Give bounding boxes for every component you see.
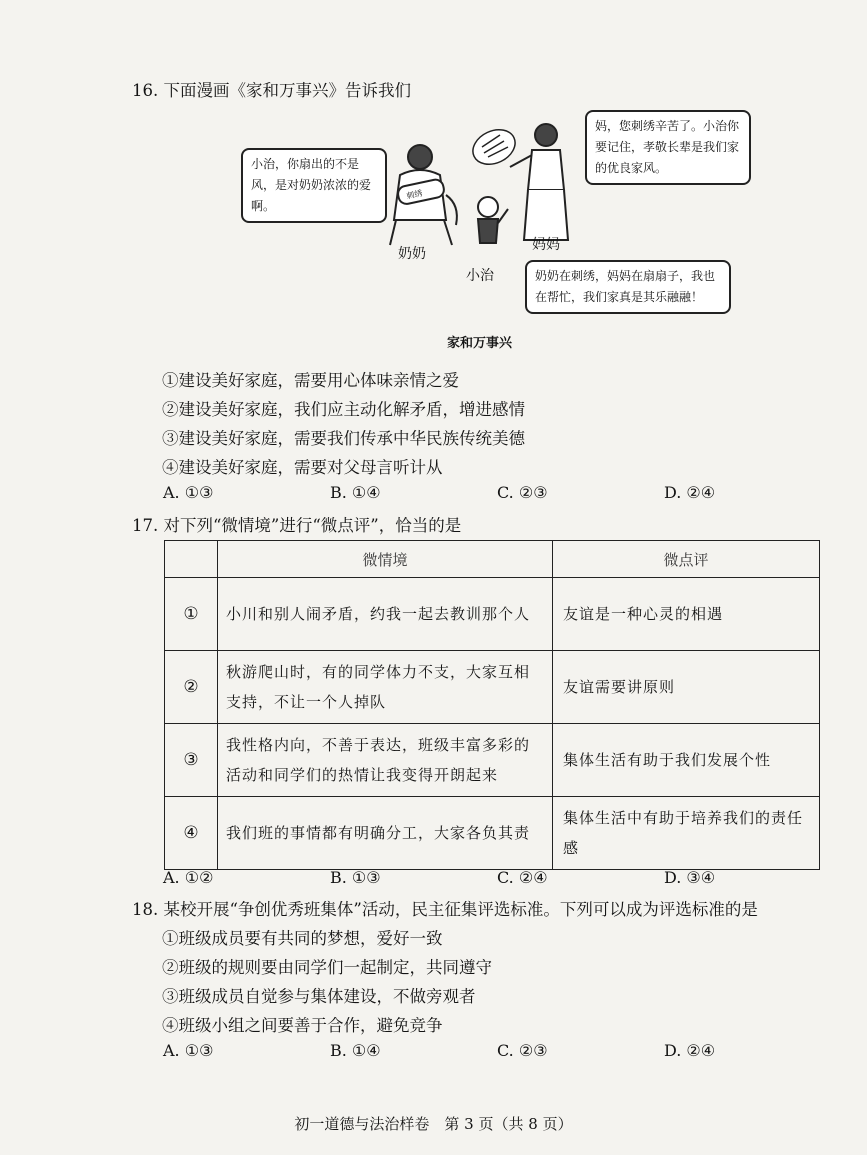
table-header-comment: 微点评 [553, 541, 820, 578]
page-footer: 初一道德与法治样卷 第 3 页（共 8 页） [294, 1115, 573, 1133]
q18-statement: ②班级的规则要由同学们一起制定，共同遵守 [162, 958, 492, 977]
q17-option-b[interactable]: B. ①③ [330, 868, 381, 887]
row-comment: 集体生活中有助于培养我们的责任感 [553, 797, 820, 870]
q18-option-b[interactable]: B. ①④ [330, 1041, 381, 1060]
row-scene: 我性格内向，不善于表达，班级丰富多彩的活动和同学们的热情让我变得开朗起来 [218, 724, 553, 797]
row-number: ① [165, 578, 218, 651]
q16-option-a[interactable]: A. ①③ [163, 483, 214, 502]
row-number: ③ [165, 724, 218, 797]
table-row [165, 578, 820, 651]
comic-caption: 家和万事兴 [447, 336, 513, 351]
table-header-row [165, 541, 820, 578]
q16-stem: 16. 下面漫画《家和万事兴》告诉我们 [132, 81, 411, 100]
grandma-figure [390, 145, 457, 245]
row-comment: 集体生活有助于我们发展个性 [553, 724, 820, 797]
q16-option-d[interactable]: D. ②④ [664, 483, 716, 502]
q17-option-c[interactable]: C. ②④ [497, 868, 548, 887]
q17-table [164, 540, 820, 870]
q18-option-d[interactable]: D. ②④ [664, 1041, 716, 1060]
q18-stem: 18. 某校开展“争创优秀班集体”活动，民主征集评选标准。下列可以成为评选标准的是 [132, 900, 758, 919]
xiaozhi-figure [478, 197, 508, 243]
q17-option-a[interactable]: A. ①② [163, 868, 214, 887]
bubble-mom: 妈，您刺绣辛苦了。小治你要记住，孝敬长辈是我们家的优良家风。 [585, 110, 751, 185]
table-header-scene: 微情境 [218, 541, 553, 578]
q16-statement: ③建设美好家庭，需要我们传承中华民族传统美德 [162, 429, 525, 448]
q16-statement: ②建设美好家庭，我们应主动化解矛盾，增进感情 [162, 400, 525, 419]
q18-option-c[interactable]: C. ②③ [497, 1041, 548, 1060]
comic-illustration [360, 105, 580, 250]
label-mom: 妈妈 [532, 237, 560, 253]
label-grandma: 奶奶 [398, 246, 426, 262]
fan [467, 123, 520, 171]
q16-option-b[interactable]: B. ①④ [330, 483, 381, 502]
q17-option-d[interactable]: D. ③④ [664, 868, 716, 887]
q18-statement: ①班级成员要有共同的梦想，爱好一致 [162, 929, 443, 948]
q16-option-c[interactable]: C. ②③ [497, 483, 548, 502]
table-header-blank [165, 541, 218, 578]
q18-statement: ③班级成员自觉参与集体建设，不做旁观者 [162, 987, 476, 1006]
q18-option-a[interactable]: A. ①③ [163, 1041, 214, 1060]
q18-statement: ④班级小组之间要善于合作，避免竞争 [162, 1016, 443, 1035]
q16-statement: ①建设美好家庭，需要用心体味亲情之爱 [162, 371, 459, 390]
label-xiaozhi: 小治 [466, 268, 494, 284]
bubble-xiaozhi: 奶奶在刺绣，妈妈在扇扇子，我也在帮忙，我们家真是其乐融融！ [525, 260, 731, 314]
mom-figure [510, 124, 568, 240]
row-comment: 友谊需要讲原则 [553, 651, 820, 724]
row-number: ② [165, 651, 218, 724]
row-scene: 小川和别人闹矛盾，约我一起去教训那个人 [218, 578, 553, 651]
table-row [165, 724, 820, 797]
table-row [165, 797, 820, 870]
row-number: ④ [165, 797, 218, 870]
table-row [165, 651, 820, 724]
q16-statement: ④建设美好家庭，需要对父母言听计从 [162, 458, 443, 477]
row-scene: 秋游爬山时，有的同学体力不支，大家互相支持，不让一个人掉队 [218, 651, 553, 724]
bubble-grandma: 小治，你扇出的不是风，是对奶奶浓浓的爱啊。 [241, 148, 387, 223]
row-scene: 我们班的事情都有明确分工，大家各负其责 [218, 797, 553, 870]
q17-stem: 17. 对下列“微情境”进行“微点评”，恰当的是 [132, 516, 462, 535]
row-comment: 友谊是一种心灵的相遇 [553, 578, 820, 651]
svg-text:刺绣: 刺绣 [405, 188, 424, 201]
